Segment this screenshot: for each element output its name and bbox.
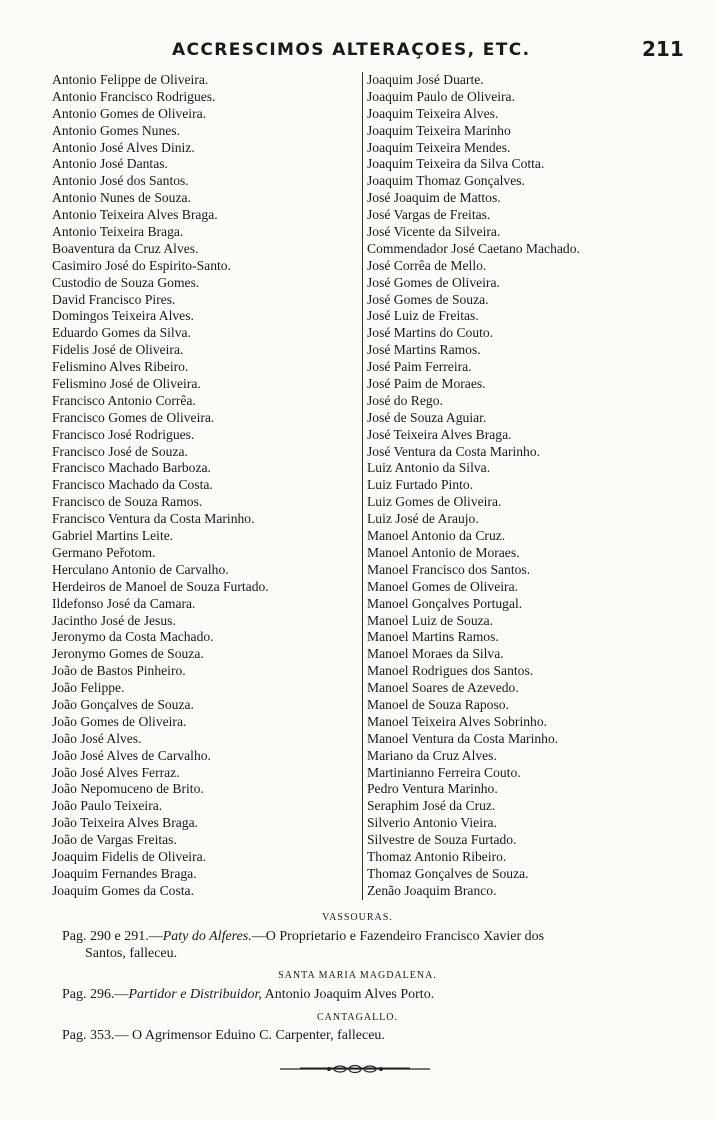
page-number: 211 [642, 37, 684, 61]
name-entry: Herdeiros de Manoel de Souza Furtado. [52, 578, 269, 594]
name-entry: Luiz Antonio da Silva. [367, 460, 491, 476]
name-entry: Antonio Teixeira Alves Braga. [52, 207, 218, 223]
name-entry: Joaquim Paulo de Oliveira. [367, 88, 515, 104]
name-entry: Boaventura da Cruz Alves. [52, 240, 199, 256]
name-entry: Antonio José Dantas. [52, 156, 168, 172]
page-reference: Pag. 353.— [62, 1028, 129, 1043]
name-entry: Manoel Teixeira Alves Sobrinho. [367, 713, 548, 729]
name-entry: Antonio José Alves Diniz. [52, 139, 195, 155]
name-entry: Joaquim Thomaz Gonçalves. [367, 173, 525, 189]
name-entry: Manoel Martins Ramos. [367, 629, 499, 645]
name-entry: Manoel Rodrigues dos Santos. [367, 663, 534, 679]
section-title: VASSOURAS. [322, 912, 393, 923]
name-entry: José Ventura da Costa Marinho. [367, 443, 541, 459]
name-entry: Germano Peřotom. [52, 544, 156, 560]
name-entry: Manoel Soares de Azevedo. [367, 680, 519, 696]
office-name: Partidor e Distribuidor, [128, 987, 262, 1002]
name-entry: Felismino José de Oliveira. [52, 376, 201, 392]
name-entry: Antonio Felippe de Oliveira. [52, 72, 209, 87]
name-entry: Joaquim Fidelis de Oliveira. [52, 848, 207, 864]
name-entry: José Teixeira Alves Braga. [367, 426, 512, 442]
name-entry: Joaquim Teixeira Mendes. [367, 139, 511, 155]
name-entry: José do Rego. [367, 392, 443, 408]
name-entry: Antonio Gomes de Oliveira. [52, 105, 207, 121]
section-title: CANTAGALLO. [316, 1012, 399, 1023]
ornament-divider-icon [280, 1064, 430, 1074]
entry-text-continued: Santos, falleceu. [85, 946, 178, 961]
entry-text: Antonio Joaquim Alves Porto. [261, 987, 435, 1002]
section-santa-maria-magdalena [0, 970, 715, 1003]
name-entry: Martinianno Ferreira Couto. [367, 764, 521, 780]
name-entry: Joaquim José Duarte. [367, 72, 484, 87]
name-entry: Eduardo Gomes da Silva. [52, 325, 191, 341]
entry-text: O Agrimensor Eduino C. Carpenter, falleceu. [128, 1028, 385, 1043]
name-entry: Luiz Gomes de Oliveira. [367, 494, 502, 510]
name-entry: Manoel Luiz de Souza. [367, 612, 494, 628]
name-entry: José Martins Ramos. [367, 342, 481, 358]
name-entry: Felismino Alves Ribeiro. [52, 359, 189, 375]
name-entry: Manoel Antonio da Cruz. [367, 528, 506, 544]
name-entry: Francisco Machado Barboza. [52, 460, 211, 476]
name-entry: Luiz Furtado Pinto. [367, 477, 474, 493]
name-entry: Seraphim José da Cruz. [367, 798, 496, 814]
name-entry: Ildefonso José da Camara. [52, 595, 196, 611]
name-entry: João Nepomuceno de Brito. [52, 781, 204, 797]
name-entry: Jeronymo da Costa Machado. [52, 629, 214, 645]
name-entry: Casimiro José do Espirito-Santo. [52, 257, 231, 273]
name-entry: Fidelis José de Oliveira. [52, 342, 184, 358]
right-name-column [362, 72, 687, 900]
section-title: SANTA MARIA MAGDALENA. [278, 970, 437, 981]
name-entry: Gabriel Martins Leite. [52, 528, 174, 544]
name-entry: José Corrêa de Mello. [367, 257, 487, 273]
section-cantagallo [0, 1012, 715, 1044]
name-entry: José Joaquim de Mattos. [367, 190, 501, 206]
name-entry: Jeronymo Gomes de Souza. [52, 646, 204, 662]
name-entry: José Luiz de Freitas. [367, 308, 479, 324]
page-reference: Pag. 296.— [62, 987, 129, 1002]
name-entry: Francisco José de Souza. [52, 443, 188, 459]
entry-text: —O Proprietario e Fazendeiro Francisco Xavier dos [251, 929, 545, 944]
name-entry: João Gomes de Oliveira. [52, 713, 187, 729]
name-entry: Antonio José dos Santos. [52, 173, 189, 189]
name-entry: João Teixeira Alves Braga. [52, 815, 199, 831]
name-entry: Domingos Teixeira Alves. [52, 308, 194, 324]
name-entry: João de Bastos Pinheiro. [52, 663, 186, 679]
section-vassouras [0, 912, 715, 962]
name-entry: Antonio Gomes Nunes. [52, 122, 180, 138]
name-entry: Herculano Antonio de Carvalho. [52, 561, 229, 577]
name-entry: Manoel Moraes da Silva. [367, 646, 504, 662]
name-entry: Joaquim Teixeira da Silva Cotta. [367, 156, 545, 172]
name-entry: Antonio Teixeira Braga. [52, 224, 184, 240]
name-entry: Silverio Antonio Vieira. [367, 815, 497, 831]
name-entry: Antonio Francisco Rodrigues. [52, 88, 216, 104]
name-entry: José Gomes de Souza. [367, 291, 489, 307]
section-entry [0, 1027, 715, 1044]
name-entry: Manoel de Souza Raposo. [367, 696, 509, 712]
name-entry: João José Alves Ferraz. [52, 764, 180, 780]
name-entry: Silvestre de Souza Furtado. [367, 832, 517, 848]
name-entry: Manoel Ventura da Costa Marinho. [367, 730, 559, 746]
name-entry: Manoel Francisco dos Santos. [367, 561, 531, 577]
page-header [0, 37, 715, 70]
name-entry: Mariano da Cruz Alves. [367, 747, 497, 763]
name-entry: Zenão Joaquim Branco. [367, 882, 497, 898]
name-entry: Pedro Ventura Marinho. [367, 781, 498, 797]
name-entry: Manoel Gonçalves Portugal. [367, 595, 523, 611]
place-name: Paty do Alferes. [162, 929, 252, 944]
name-entry: João de Vargas Freitas. [52, 832, 177, 848]
name-entry: Joaquim Gomes da Costa. [52, 882, 194, 898]
name-entry: Manoel Antonio de Moraes. [367, 544, 520, 560]
name-entry: José de Souza Aguiar. [367, 409, 487, 425]
name-entry: José Paim Ferreira. [367, 359, 472, 375]
name-entry: João Paulo Teixeira. [52, 798, 163, 814]
name-entry: Custodio de Souza Gomes. [52, 274, 200, 290]
name-entry: João José Alves de Carvalho. [52, 747, 211, 763]
name-entry: Commendador José Caetano Machado. [367, 240, 580, 256]
page-reference: Pag. 290 e 291.— [62, 929, 163, 944]
section-entry [0, 928, 715, 962]
running-title: ACCRESCIMOS ALTERAÇOES, ETC. [172, 40, 531, 60]
name-entry: Jacintho José de Jesus. [52, 612, 176, 628]
name-entry: José Paim de Moraes. [367, 376, 486, 392]
name-entry: José Vicente da Silveira. [367, 224, 501, 240]
name-entry: Francisco José Rodrigues. [52, 426, 195, 442]
name-entry: José Gomes de Oliveira. [367, 274, 500, 290]
name-entry: José Martins do Couto. [367, 325, 494, 341]
left-name-column [52, 72, 362, 900]
name-entry: João Felippe. [52, 680, 125, 696]
name-entry: Antonio Nunes de Souza. [52, 190, 191, 206]
name-entry: Francisco Gomes de Oliveira. [52, 409, 215, 425]
name-entry: Joaquim Teixeira Marinho [367, 122, 511, 138]
name-entry: Joaquim Teixeira Alves. [367, 105, 499, 121]
name-entry: Thomaz Gonçalves de Souza. [367, 865, 529, 881]
name-entry: Joaquim Fernandes Braga. [52, 865, 197, 881]
name-entry: Francisco Machado da Costa. [52, 477, 213, 493]
name-entry: Luiz José de Araujo. [367, 511, 479, 527]
name-entry: Francisco de Souza Ramos. [52, 494, 203, 510]
name-entry: José Vargas de Freitas. [367, 207, 491, 223]
name-entry: Thomaz Antonio Ribeiro. [367, 848, 507, 864]
name-entry: Francisco Ventura da Costa Marinho. [52, 511, 255, 527]
name-entry: João Gonçalves de Souza. [52, 696, 194, 712]
name-entry: Francisco Antonio Corrêa. [52, 392, 196, 408]
name-entry: João José Alves. [52, 730, 142, 746]
section-entry [0, 986, 715, 1003]
name-entry: David Francisco Pires. [52, 291, 176, 307]
name-entry: Manoel Gomes de Oliveira. [367, 578, 518, 594]
